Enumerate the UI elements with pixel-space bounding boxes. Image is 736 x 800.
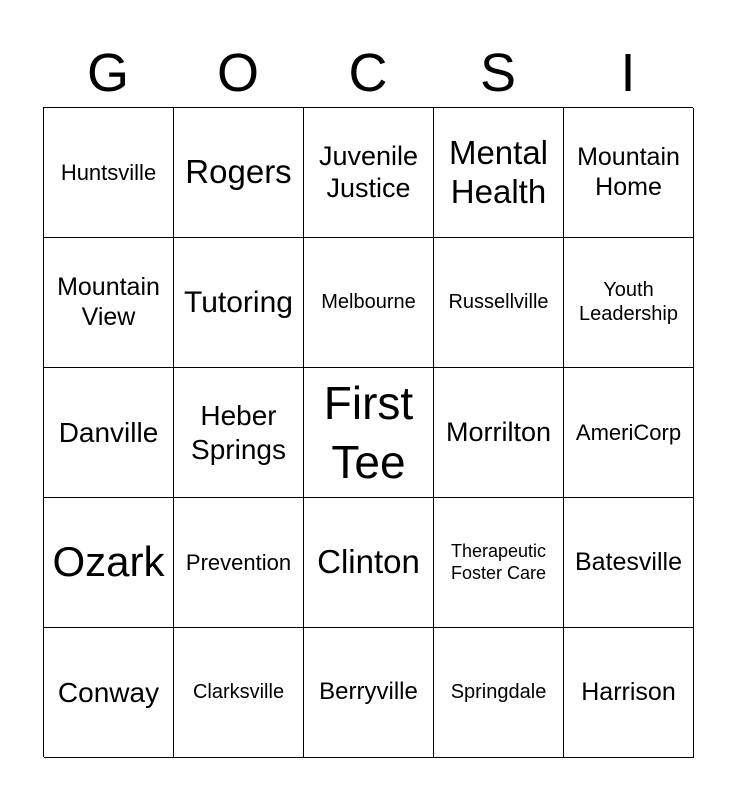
bingo-cell[interactable]: Berryville	[304, 628, 434, 758]
bingo-board	[43, 107, 693, 757]
bingo-cell[interactable]: Danville	[44, 368, 174, 498]
bingo-cell[interactable]: Mountain Home	[564, 108, 694, 238]
bingo-cell[interactable]: Youth Leadership	[564, 238, 694, 368]
bingo-cell[interactable]: AmeriCorp	[564, 368, 694, 498]
header-letter-o: O	[216, 43, 259, 103]
bingo-cell[interactable]: Tutoring	[174, 238, 304, 368]
bingo-cell[interactable]: Clarksville	[174, 628, 304, 758]
bingo-cell[interactable]: Ozark	[44, 498, 174, 628]
bingo-cell[interactable]: Springdale	[434, 628, 564, 758]
bingo-cell[interactable]: Melbourne	[304, 238, 434, 368]
bingo-cell[interactable]: First Tee	[304, 368, 434, 498]
header-letter-i: I	[620, 43, 636, 103]
bingo-cell[interactable]: Prevention	[174, 498, 304, 628]
header-letter-s: S	[479, 43, 517, 103]
bingo-cell[interactable]: Juvenile Justice	[304, 108, 434, 238]
bingo-header	[43, 40, 693, 106]
bingo-cell[interactable]: Therapeutic Foster Care	[434, 498, 564, 628]
header-letter-g: G	[86, 43, 129, 103]
bingo-cell[interactable]: Mountain View	[44, 238, 174, 368]
bingo-cell[interactable]: Heber Springs	[174, 368, 304, 498]
bingo-cell[interactable]: Mental Health	[434, 108, 564, 238]
bingo-cell[interactable]: Russellville	[434, 238, 564, 368]
bingo-cell[interactable]: Rogers	[174, 108, 304, 238]
bingo-cell[interactable]: Morrilton	[434, 368, 564, 498]
bingo-cell[interactable]: Batesville	[564, 498, 694, 628]
header-letter-c: C	[348, 43, 388, 103]
bingo-cell[interactable]: Conway	[44, 628, 174, 758]
bingo-cell[interactable]: Huntsville	[44, 108, 174, 238]
bingo-cell[interactable]: Harrison	[564, 628, 694, 758]
bingo-cell[interactable]: Clinton	[304, 498, 434, 628]
